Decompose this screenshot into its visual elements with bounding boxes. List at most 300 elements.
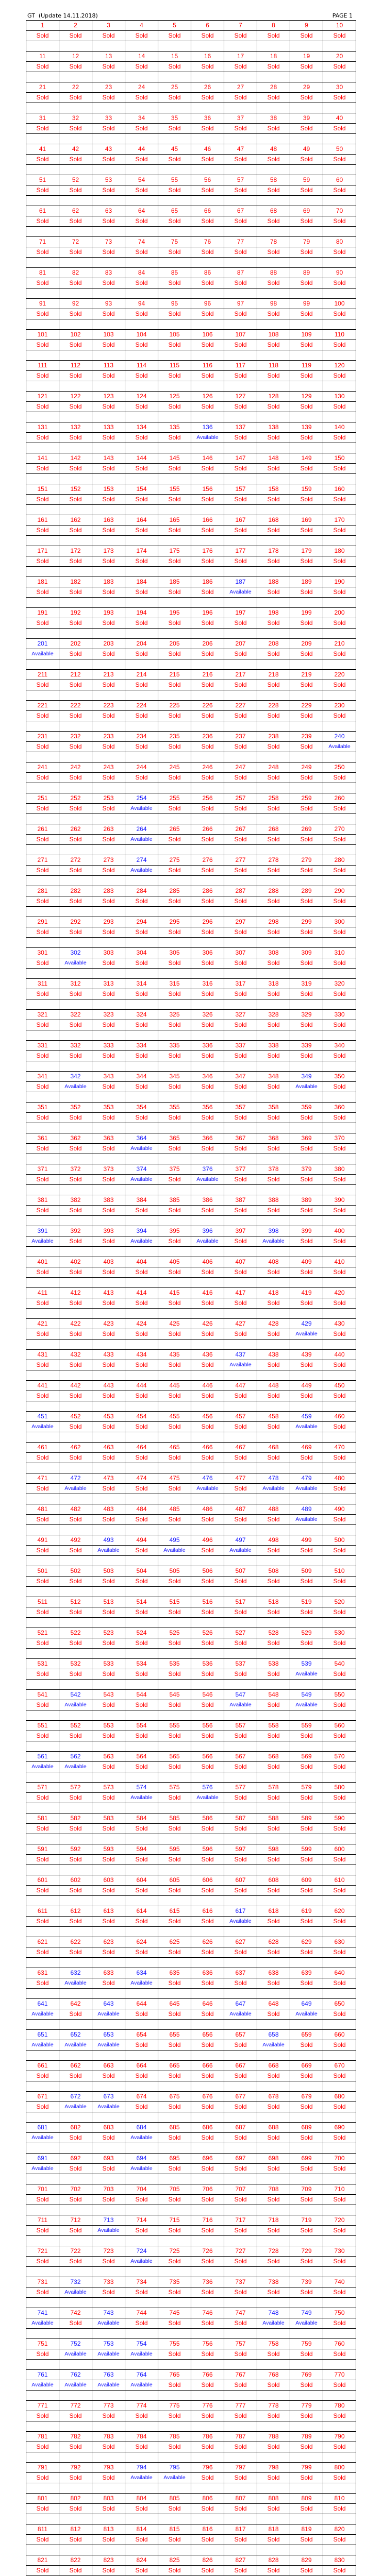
blank-cell — [125, 196, 158, 206]
cell-number: 124 — [125, 392, 158, 402]
cell-number: 215 — [158, 670, 191, 680]
number-row — [26, 1906, 356, 1917]
status-sold: Sold — [290, 2566, 323, 2576]
spacer-row — [26, 2298, 356, 2308]
blank-cell — [26, 536, 59, 546]
status-sold: Sold — [323, 1236, 356, 1247]
blank-cell — [59, 2329, 92, 2339]
status-row — [26, 618, 356, 629]
status-sold: Sold — [191, 62, 224, 72]
status-row — [26, 1051, 356, 1061]
blank-cell — [26, 1123, 59, 1133]
cell-number: 82 — [59, 268, 92, 278]
status-sold: Sold — [224, 1484, 257, 1494]
cell-number: 392 — [59, 1226, 92, 1236]
cell-number: 245 — [158, 762, 191, 773]
blank-cell — [191, 907, 224, 917]
cell-number: 537 — [224, 1659, 257, 1669]
cell-number: 286 — [191, 886, 224, 896]
cell-number: 19 — [290, 52, 323, 62]
status-sold: Sold — [92, 804, 125, 814]
cell-number: 239 — [290, 732, 323, 742]
status-sold: Sold — [158, 587, 191, 598]
blank-cell — [92, 969, 125, 979]
status-sold: Sold — [191, 896, 224, 907]
cell-number: 520 — [323, 1597, 356, 1607]
status-sold: Sold — [290, 711, 323, 721]
cell-number: 789 — [290, 2432, 323, 2442]
cell-number: 351 — [26, 1103, 59, 1113]
blank-cell — [290, 258, 323, 268]
blank-cell — [224, 443, 257, 453]
blank-cell — [92, 1185, 125, 1195]
cell-number: 114 — [125, 361, 158, 371]
spacer-row — [26, 690, 356, 701]
status-sold: Sold — [158, 1947, 191, 1958]
blank-cell — [224, 1927, 257, 1937]
status-sold: Sold — [290, 1947, 323, 1958]
status-row — [26, 2257, 356, 2267]
spacer-row — [26, 381, 356, 392]
cell-number: 654 — [125, 2030, 158, 2040]
status-sold: Sold — [158, 2226, 191, 2236]
blank-cell — [125, 227, 158, 237]
blank-cell — [92, 2174, 125, 2184]
status-sold: Sold — [92, 1700, 125, 1710]
status-sold: Sold — [158, 2071, 191, 2081]
status-sold: Sold — [323, 1607, 356, 1618]
status-sold: Sold — [257, 2257, 290, 2267]
status-row — [26, 526, 356, 536]
blank-cell — [224, 103, 257, 113]
cell-number: 815 — [158, 2524, 191, 2535]
blank-cell — [191, 2143, 224, 2154]
status-sold: Sold — [125, 1360, 158, 1370]
cell-number: 74 — [125, 237, 158, 247]
cell-number: 63 — [92, 206, 125, 216]
cell-number: 390 — [323, 1195, 356, 1206]
status-sold: Sold — [158, 927, 191, 938]
cell-number: 763 — [92, 2370, 125, 2380]
cell-number: 495 — [158, 1535, 191, 1546]
status-available: Available — [26, 1422, 59, 1432]
cell-number: 447 — [224, 1381, 257, 1391]
cell-number: 611 — [26, 1906, 59, 1917]
cell-number: 92 — [59, 299, 92, 309]
blank-cell — [191, 1649, 224, 1659]
number-row — [26, 2524, 356, 2535]
cell-number: 177 — [224, 546, 257, 556]
blank-cell — [26, 1525, 59, 1535]
status-sold: Sold — [224, 1762, 257, 1772]
status-sold: Sold — [191, 1298, 224, 1309]
cell-number: 360 — [323, 1103, 356, 1113]
status-sold: Sold — [323, 2133, 356, 2143]
blank-cell — [290, 474, 323, 484]
cell-number: 697 — [224, 2154, 257, 2164]
blank-cell — [191, 1432, 224, 1443]
blank-cell — [26, 474, 59, 484]
blank-cell — [224, 752, 257, 762]
status-sold: Sold — [158, 526, 191, 536]
status-sold: Sold — [191, 2349, 224, 2360]
cell-number: 20 — [323, 52, 356, 62]
blank-cell — [290, 1618, 323, 1628]
status-sold: Sold — [92, 1886, 125, 1896]
cell-number: 553 — [92, 1721, 125, 1731]
status-sold: Sold — [59, 1298, 92, 1309]
blank-cell — [125, 1710, 158, 1721]
status-sold: Sold — [92, 773, 125, 783]
status-sold: Sold — [191, 711, 224, 721]
status-sold: Sold — [191, 2411, 224, 2421]
cell-number: 379 — [290, 1164, 323, 1175]
blank-cell — [257, 907, 290, 917]
status-sold: Sold — [224, 1638, 257, 1649]
cell-number: 468 — [257, 1443, 290, 1453]
number-row — [26, 1504, 356, 1515]
cell-number: 17 — [224, 52, 257, 62]
status-sold: Sold — [224, 2040, 257, 2050]
number-row — [26, 144, 356, 155]
status-sold: Sold — [26, 371, 59, 381]
blank-cell — [323, 289, 356, 299]
cell-number: 676 — [191, 2092, 224, 2102]
status-sold: Sold — [125, 1607, 158, 1618]
cell-number: 281 — [26, 886, 59, 896]
blank-cell — [92, 2050, 125, 2061]
blank-cell — [158, 2421, 191, 2432]
blank-cell — [290, 1927, 323, 1937]
cell-number: 156 — [191, 484, 224, 495]
blank-cell — [59, 1278, 92, 1288]
cell-number: 612 — [59, 1906, 92, 1917]
cell-number: 106 — [191, 330, 224, 340]
cell-number: 433 — [92, 1350, 125, 1360]
cell-number: 23 — [92, 82, 125, 93]
cell-number: 327 — [224, 1010, 257, 1020]
blank-cell — [125, 2514, 158, 2524]
blank-cell — [158, 2205, 191, 2215]
status-sold: Sold — [158, 2257, 191, 2267]
blank-cell — [92, 165, 125, 175]
status-row — [26, 2504, 356, 2514]
status-available: Available — [290, 2009, 323, 2020]
status-sold: Sold — [92, 2566, 125, 2576]
cell-number: 39 — [290, 113, 323, 124]
status-sold: Sold — [59, 2164, 92, 2174]
cell-number: 72 — [59, 237, 92, 247]
cell-number: 201 — [26, 639, 59, 649]
status-sold: Sold — [59, 680, 92, 690]
status-sold: Sold — [59, 2411, 92, 2421]
cell-number: 405 — [158, 1257, 191, 1267]
cell-number: 730 — [323, 2246, 356, 2257]
status-row — [26, 2040, 356, 2050]
status-sold: Sold — [59, 2133, 92, 2143]
blank-cell — [191, 103, 224, 113]
blank-cell — [224, 2050, 257, 2061]
status-sold: Sold — [224, 804, 257, 814]
status-sold: Sold — [125, 1731, 158, 1741]
blank-cell — [191, 1340, 224, 1350]
blank-cell — [158, 319, 191, 330]
blank-cell — [323, 2236, 356, 2246]
blank-cell — [257, 1896, 290, 1906]
blank-cell — [125, 1772, 158, 1783]
status-sold: Sold — [257, 1638, 290, 1649]
cell-number: 724 — [125, 2246, 158, 2257]
cell-number: 161 — [26, 515, 59, 526]
cell-number: 586 — [191, 1814, 224, 1824]
cell-number: 753 — [92, 2339, 125, 2349]
status-sold: Sold — [59, 309, 92, 319]
blank-cell — [224, 1463, 257, 1473]
cell-number: 225 — [158, 701, 191, 711]
cell-number: 479 — [290, 1473, 323, 1484]
status-available: Available — [224, 1360, 257, 1370]
cell-number: 311 — [26, 979, 59, 989]
blank-cell — [257, 1092, 290, 1103]
cell-number: 53 — [92, 175, 125, 185]
blank-cell — [191, 1989, 224, 1999]
status-sold: Sold — [92, 1360, 125, 1370]
status-sold: Sold — [158, 1206, 191, 1216]
number-row — [26, 2123, 356, 2133]
cell-number: 469 — [290, 1443, 323, 1453]
status-sold: Sold — [257, 680, 290, 690]
cell-number: 268 — [257, 824, 290, 835]
cell-number: 125 — [158, 392, 191, 402]
cell-number: 55 — [158, 175, 191, 185]
spacer-row — [26, 134, 356, 144]
blank-cell — [224, 2174, 257, 2184]
cell-number: 52 — [59, 175, 92, 185]
blank-cell — [191, 721, 224, 732]
status-sold: Sold — [224, 1329, 257, 1340]
status-available: Available — [257, 2040, 290, 2050]
cell-number: 233 — [92, 732, 125, 742]
cell-number: 163 — [92, 515, 125, 526]
status-sold: Sold — [290, 587, 323, 598]
blank-cell — [125, 536, 158, 546]
cell-number: 80 — [323, 237, 356, 247]
cell-number: 642 — [59, 1999, 92, 2009]
blank-cell — [323, 845, 356, 855]
blank-cell — [92, 2267, 125, 2277]
status-sold: Sold — [191, 1669, 224, 1680]
cell-number: 1 — [26, 21, 59, 31]
cell-number: 297 — [224, 917, 257, 927]
blank-cell — [59, 1803, 92, 1814]
blank-cell — [224, 2298, 257, 2308]
cell-number: 324 — [125, 1010, 158, 1020]
status-sold: Sold — [26, 742, 59, 752]
blank-cell — [125, 2267, 158, 2277]
status-available: Available — [92, 2380, 125, 2391]
blank-cell — [92, 2514, 125, 2524]
blank-cell — [224, 536, 257, 546]
cell-number: 494 — [125, 1535, 158, 1546]
cell-number: 28 — [257, 82, 290, 93]
status-sold: Sold — [26, 1329, 59, 1340]
status-sold: Sold — [290, 1793, 323, 1803]
blank-cell — [290, 196, 323, 206]
cell-number: 625 — [158, 1937, 191, 1947]
status-sold: Sold — [191, 1762, 224, 1772]
cell-number: 57 — [224, 175, 257, 185]
blank-cell — [224, 2205, 257, 2215]
blank-cell — [125, 1123, 158, 1133]
status-sold: Sold — [323, 618, 356, 629]
status-sold: Sold — [59, 526, 92, 536]
status-sold: Sold — [125, 2102, 158, 2112]
blank-cell — [191, 1216, 224, 1226]
cell-number: 172 — [59, 546, 92, 556]
status-available: Available — [323, 742, 356, 752]
status-sold: Sold — [125, 1886, 158, 1896]
status-row — [26, 1206, 356, 1216]
blank-cell — [257, 814, 290, 824]
status-sold: Sold — [191, 773, 224, 783]
blank-cell — [158, 2236, 191, 2246]
cell-number: 288 — [257, 886, 290, 896]
spacer-row — [26, 1896, 356, 1906]
blank-cell — [224, 1092, 257, 1103]
number-row — [26, 2092, 356, 2102]
blank-cell — [224, 474, 257, 484]
status-sold: Sold — [26, 2411, 59, 2421]
blank-cell — [323, 876, 356, 886]
cell-number: 249 — [290, 762, 323, 773]
status-row — [26, 1546, 356, 1556]
cell-number: 409 — [290, 1257, 323, 1267]
blank-cell — [191, 690, 224, 701]
blank-cell — [191, 2360, 224, 2370]
spacer-row — [26, 1865, 356, 1875]
status-sold: Sold — [257, 2226, 290, 2236]
cell-number: 751 — [26, 2339, 59, 2349]
number-row — [26, 670, 356, 680]
blank-cell — [158, 505, 191, 515]
status-sold: Sold — [158, 2040, 191, 2050]
status-sold: Sold — [158, 2195, 191, 2205]
status-sold: Sold — [59, 1175, 92, 1185]
cell-number: 810 — [323, 2494, 356, 2504]
blank-cell — [290, 1741, 323, 1752]
blank-cell — [257, 2020, 290, 2030]
blank-cell — [158, 2174, 191, 2184]
cell-number: 371 — [26, 1164, 59, 1175]
cell-number: 361 — [26, 1133, 59, 1144]
cell-number: 710 — [323, 2184, 356, 2195]
cell-number: 578 — [257, 1783, 290, 1793]
number-row — [26, 546, 356, 556]
cell-number: 186 — [191, 577, 224, 587]
number-row — [26, 1628, 356, 1638]
status-sold: Sold — [323, 835, 356, 845]
cell-number: 384 — [125, 1195, 158, 1206]
status-sold: Sold — [290, 1577, 323, 1587]
status-sold: Sold — [59, 1051, 92, 1061]
status-sold: Sold — [191, 866, 224, 876]
cell-number: 403 — [92, 1257, 125, 1267]
blank-cell — [224, 1618, 257, 1628]
number-row — [26, 299, 356, 309]
cell-number: 709 — [290, 2184, 323, 2195]
cell-number: 389 — [290, 1195, 323, 1206]
status-sold: Sold — [26, 1978, 59, 1989]
cell-number: 362 — [59, 1133, 92, 1144]
blank-cell — [323, 1680, 356, 1690]
status-sold: Sold — [224, 526, 257, 536]
status-sold: Sold — [92, 247, 125, 258]
cell-number: 605 — [158, 1875, 191, 1886]
status-row — [26, 742, 356, 752]
spacer-row — [26, 1834, 356, 1844]
blank-cell — [26, 2174, 59, 2184]
cell-number: 265 — [158, 824, 191, 835]
cell-number: 30 — [323, 82, 356, 93]
blank-cell — [191, 1927, 224, 1937]
status-sold: Sold — [257, 2380, 290, 2391]
cell-number: 589 — [290, 1814, 323, 1824]
status-sold: Sold — [224, 2071, 257, 2081]
status-sold: Sold — [92, 1762, 125, 1772]
status-sold: Sold — [125, 1082, 158, 1092]
cell-number: 560 — [323, 1721, 356, 1731]
cell-number: 643 — [92, 1999, 125, 2009]
status-sold: Sold — [92, 495, 125, 505]
blank-cell — [224, 1958, 257, 1968]
cell-number: 702 — [59, 2184, 92, 2195]
blank-cell — [26, 2205, 59, 2215]
status-row — [26, 2102, 356, 2112]
spacer-row — [26, 2514, 356, 2524]
cell-number: 475 — [158, 1473, 191, 1484]
cell-number: 178 — [257, 546, 290, 556]
number-row — [26, 1597, 356, 1607]
blank-cell — [257, 1587, 290, 1597]
blank-cell — [224, 1649, 257, 1659]
blank-cell — [191, 2329, 224, 2339]
status-sold: Sold — [125, 62, 158, 72]
cell-number: 387 — [224, 1195, 257, 1206]
cell-number: 183 — [92, 577, 125, 587]
blank-cell — [191, 814, 224, 824]
blank-cell — [92, 1741, 125, 1752]
status-sold: Sold — [158, 680, 191, 690]
cell-number: 416 — [191, 1288, 224, 1298]
status-sold: Sold — [257, 804, 290, 814]
status-sold: Sold — [224, 2257, 257, 2267]
cell-number: 287 — [224, 886, 257, 896]
spacer-row — [26, 1556, 356, 1566]
status-row — [26, 2226, 356, 2236]
status-sold: Sold — [92, 556, 125, 567]
blank-cell — [257, 1309, 290, 1319]
number-row — [26, 793, 356, 804]
cell-number: 647 — [224, 1999, 257, 2009]
cell-number: 793 — [92, 2463, 125, 2473]
blank-cell — [92, 659, 125, 670]
status-sold: Sold — [290, 649, 323, 659]
blank-cell — [26, 2112, 59, 2123]
cell-number: 238 — [257, 732, 290, 742]
status-row — [26, 340, 356, 350]
cell-number: 88 — [257, 268, 290, 278]
status-sold: Sold — [125, 1267, 158, 1278]
